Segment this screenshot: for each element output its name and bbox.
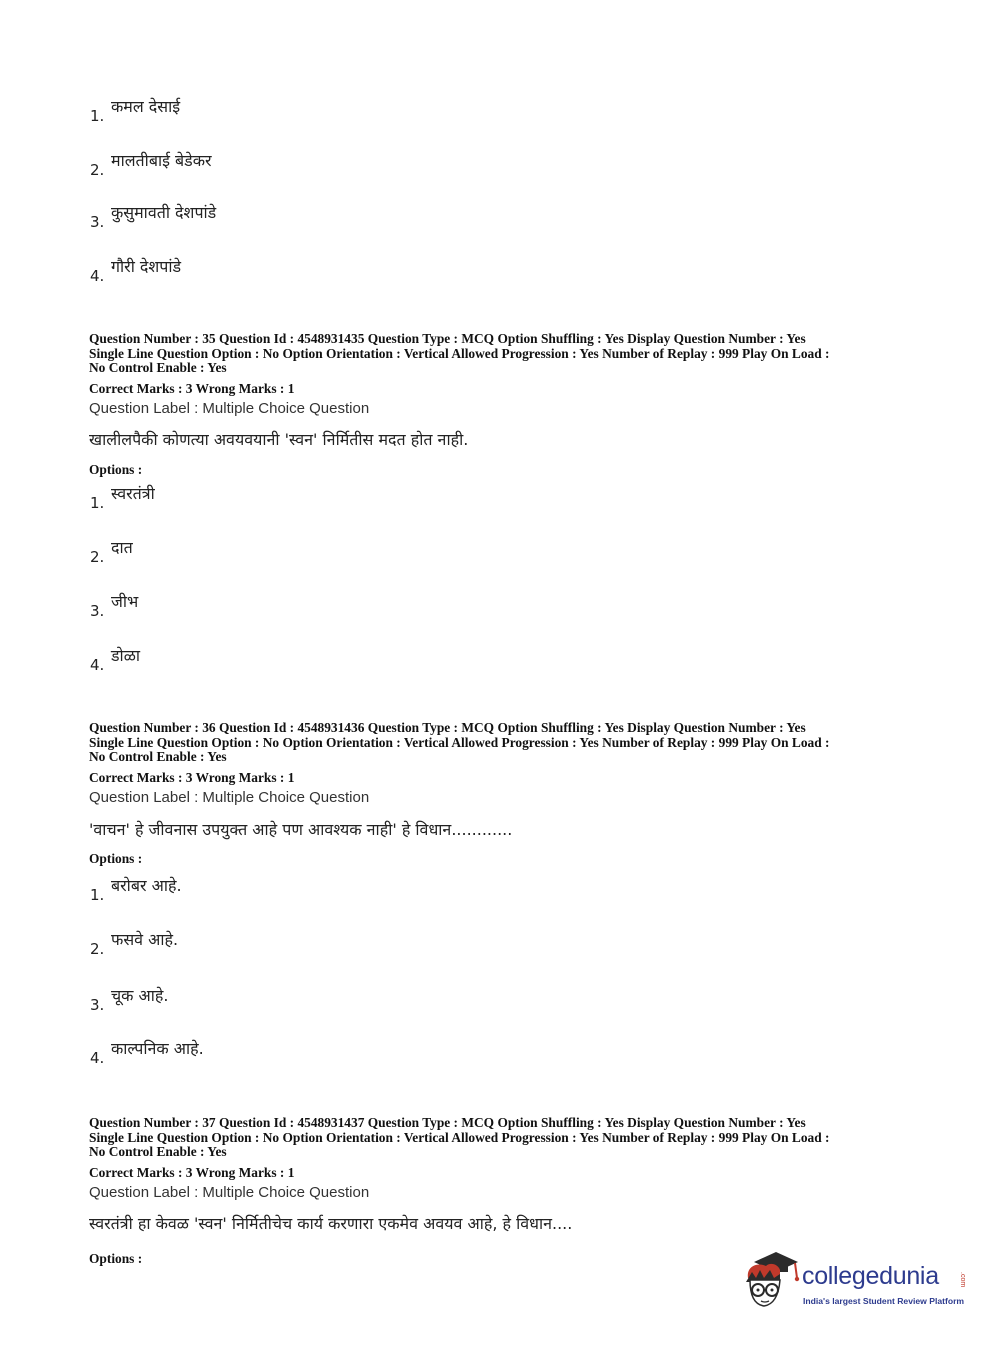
option-item [90,1037,490,1067]
option-item [90,149,490,179]
option-item [90,482,490,512]
option-text: डोळा [111,646,141,665]
meta-line: Question Number : 37 Question Id : 4548931437 Question Type : MCQ Option Shuffling : Yes Display Question Number : Yes [89,1115,806,1130]
option-item [90,590,490,620]
option-text: जीभ [111,592,139,611]
mascot-icon [740,1248,802,1312]
option-text: कुसुमावती देशपांडे [111,203,217,222]
option-number: 3. [90,213,105,231]
meta-line: Single Line Question Option : No Option Orientation : Vertical Allowed Progression : Yes Number of Replay : 999 Play On Load : [89,734,830,750]
option-item [90,874,490,904]
meta-line: Question Number : 35 Question Id : 4548931435 Question Type : MCQ Option Shuffling : Yes Display Question Number : Yes [89,331,806,346]
logo-domain: .com [959,1272,966,1288]
meta-line: Single Line Question Option : No Option Orientation : Vertical Allowed Progression : Yes Number of Replay : 999 Play On Load : [89,1129,830,1145]
option-number: 3. [90,602,105,620]
option-item [90,644,490,674]
question-text: 'वाचन' हे जीवनास उपयुक्त आहे पण आवश्यक नाही' हे विधान............ [89,820,513,839]
meta-line: Single Line Question Option : No Option Orientation : Vertical Allowed Progression : Yes Number of Replay : 999 Play On Load : [89,345,830,361]
option-text: मालतीबाई बेडेकर [111,151,212,170]
option-item [90,928,490,958]
question-label: Question Label : Multiple Choice Question [89,789,370,806]
option-number: 2. [90,161,105,179]
option-number: 1. [90,886,105,904]
question-text: स्वरतंत्री हा केवळ 'स्वन' निर्मितीचेच कार्य करणारा एकमेव अवयव आहे, हे विधान.... [89,1214,573,1233]
option-text: दात [111,538,133,557]
option-item [90,255,490,285]
question-label: Question Label : Multiple Choice Question [89,1184,370,1201]
collegedunia-logo[interactable] [740,1248,975,1318]
option-item [90,201,490,231]
question-label: Question Label : Multiple Choice Question [89,400,370,417]
question-meta [89,332,919,376]
option-text: काल्पनिक आहे. [111,1039,204,1058]
option-text: बरोबर आहे. [111,876,182,895]
meta-line: No Control Enable : Yes [89,1144,227,1160]
question-marks: Correct Marks : 3 Wrong Marks : 1 [89,381,295,396]
logo-wordmark: collegedunia [802,1262,939,1290]
option-item [90,95,490,125]
logo-tagline: India's largest Student Review Platform [803,1296,965,1306]
question-marks: Correct Marks : 3 Wrong Marks : 1 [89,770,295,785]
option-number: 4. [90,1049,105,1067]
question-meta [89,1116,919,1160]
option-text: गौरी देशपांडे [111,257,182,276]
option-item [90,536,490,566]
options-heading: Options : [89,462,143,477]
meta-line: Question Number : 36 Question Id : 4548931436 Question Type : MCQ Option Shuffling : Yes Display Question Number : Yes [89,720,806,735]
option-text: स्वरतंत्री [111,484,155,503]
meta-line: No Control Enable : Yes [89,749,227,765]
meta-line: No Control Enable : Yes [89,360,227,376]
options-heading: Options : [89,851,143,866]
options-heading: Options : [89,1251,143,1266]
option-item [90,984,490,1014]
option-text: फसवे आहे. [111,930,179,949]
question-marks: Correct Marks : 3 Wrong Marks : 1 [89,1165,295,1180]
option-number: 1. [90,494,105,512]
option-number: 2. [90,940,105,958]
option-number: 4. [90,267,105,285]
option-number: 2. [90,548,105,566]
option-number: 1. [90,107,105,125]
question-text: खालीलपैकी कोणत्या अवयवयानी 'स्वन' निर्मितीस मदत होत नाही. [89,430,469,449]
option-text: चूक आहे. [111,986,169,1005]
question-meta [89,721,919,765]
option-text: कमल देसाई [111,97,181,116]
option-number: 4. [90,656,105,674]
option-number: 3. [90,996,105,1014]
